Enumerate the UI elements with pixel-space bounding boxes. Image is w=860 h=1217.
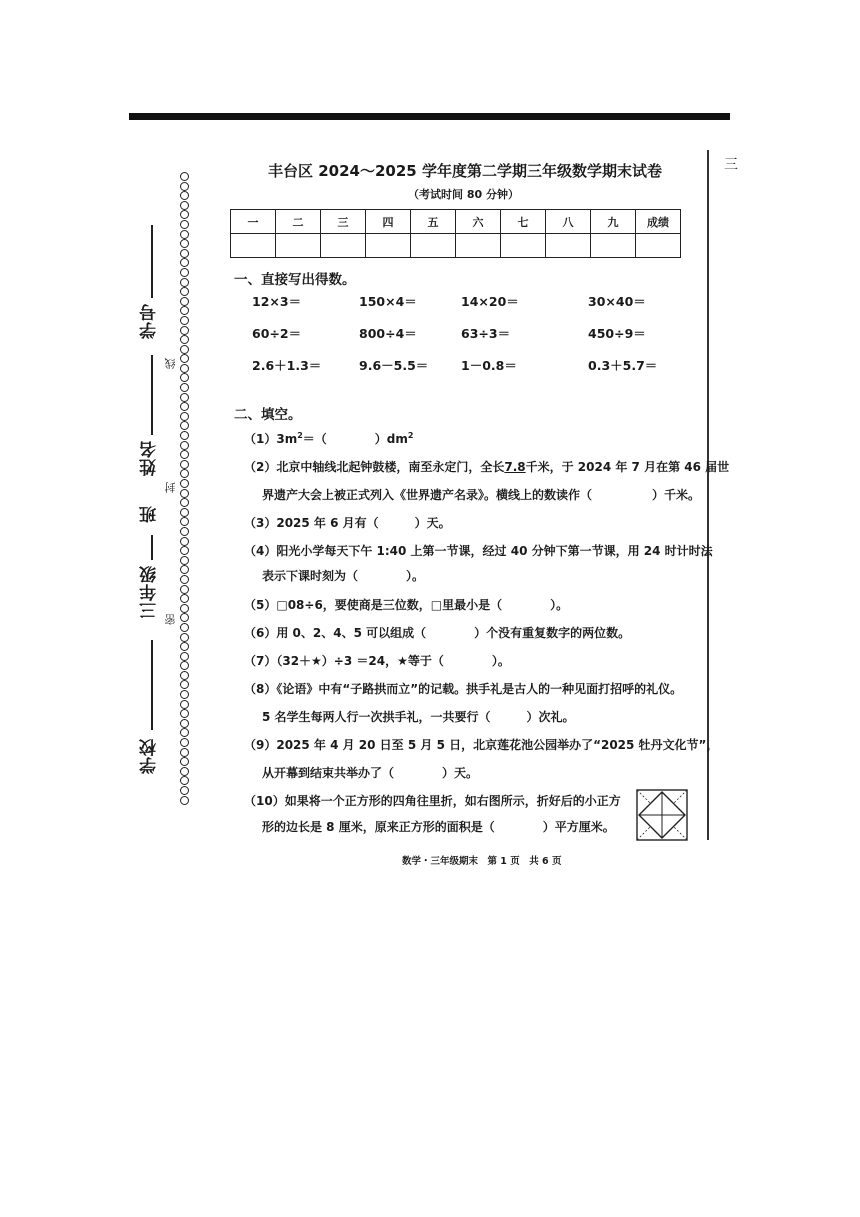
binding-circle bbox=[180, 661, 189, 670]
binding-circle bbox=[180, 776, 189, 785]
binding-circle bbox=[180, 738, 189, 747]
calc-item: 150×4＝ bbox=[359, 294, 417, 309]
superscript-b: 2 bbox=[407, 431, 414, 440]
binding-circle bbox=[180, 210, 189, 219]
binding-circle bbox=[180, 527, 189, 536]
binding-circle bbox=[180, 690, 189, 699]
binding-circle bbox=[180, 565, 189, 574]
binding-circle bbox=[180, 431, 189, 440]
question-9-line2: 从开幕到结束共举办了（ ）天。 bbox=[262, 766, 479, 780]
binding-circle bbox=[180, 575, 189, 584]
binding-circle bbox=[180, 671, 189, 680]
exam-title: 丰台区 2024～2025 学年度第二学期三年级数学期末试卷 bbox=[268, 162, 662, 180]
calc-item: 63÷3＝ bbox=[461, 326, 511, 341]
calc-item: 800÷4＝ bbox=[359, 326, 417, 341]
binding-circle bbox=[180, 354, 189, 363]
score-cell[interactable] bbox=[321, 234, 366, 258]
calc-item: 1－0.8＝ bbox=[461, 358, 517, 373]
score-entry-row bbox=[231, 234, 681, 258]
binding-circle bbox=[180, 623, 189, 632]
binding-circle bbox=[180, 441, 189, 450]
corner-mark: 三 bbox=[724, 157, 738, 173]
score-header-row bbox=[231, 210, 681, 234]
student-id-label: 学号 bbox=[140, 303, 160, 339]
score-cell[interactable] bbox=[366, 234, 411, 258]
binding-circle bbox=[180, 393, 189, 402]
binding-circle bbox=[180, 537, 189, 546]
score-header: 一 bbox=[231, 210, 276, 234]
binding-circle bbox=[180, 230, 189, 239]
section2-title: 二、填空。 bbox=[234, 407, 302, 423]
question-10: （10）如果将一个正方形的四角往里折，如右图所示，折好后的小正方 bbox=[244, 794, 621, 808]
binding-circle bbox=[180, 306, 189, 315]
binding-circle bbox=[180, 748, 189, 757]
calc-item: 9.6－5.5＝ bbox=[359, 358, 429, 373]
binding-circle bbox=[180, 479, 189, 488]
seal-mark-feng: 封 bbox=[164, 482, 177, 493]
question-10-line2: 形的边长是 8 厘米，原来正方形的面积是（ ）平方厘米。 bbox=[262, 820, 615, 834]
binding-circle bbox=[180, 517, 189, 526]
question-6: （6）用 0、2、4、5 可以组成（ ）个没有重复数字的两位数。 bbox=[244, 626, 631, 640]
question-8: （8）《论语》中有“子路拱而立”的记载。拱手礼是古人的一种见面打招呼的礼仪。 bbox=[244, 682, 683, 696]
binding-circle bbox=[180, 652, 189, 661]
score-header: 七 bbox=[501, 210, 546, 234]
score-header: 九 bbox=[591, 210, 636, 234]
score-header: 成绩 bbox=[636, 210, 681, 234]
q1-text-b: ＝（ ）dm bbox=[302, 432, 408, 446]
calc-item: 60÷2＝ bbox=[252, 326, 302, 341]
calc-item: 2.6＋1.3＝ bbox=[252, 358, 322, 373]
binding-circle bbox=[180, 402, 189, 411]
binding-circle bbox=[180, 796, 189, 805]
binding-circle bbox=[180, 316, 189, 325]
question-9: （9）2025 年 4 月 20 日至 5 月 5 日，北京莲花池公园举办了“2025 牡丹文化节”， bbox=[244, 738, 719, 752]
grade-blank-line bbox=[151, 535, 153, 560]
question-3: （3）2025 年 6 月有（ ）天。 bbox=[244, 516, 451, 530]
binding-circle bbox=[180, 700, 189, 709]
grade-label: 三年级 bbox=[140, 565, 160, 619]
binding-circle bbox=[180, 278, 189, 287]
binding-circle bbox=[180, 421, 189, 430]
binding-circle bbox=[180, 326, 189, 335]
binding-circle bbox=[180, 450, 189, 459]
question-4: （4）阳光小学每天下午 1:40 上第一节课，经过 40 分钟下第一节课，用 24 时计时法 bbox=[244, 544, 713, 558]
score-cell[interactable] bbox=[636, 234, 681, 258]
page-footer: 数学・三年级期末 第 1 页 共 6 页 bbox=[402, 856, 562, 867]
q2-text-b: 千米，于 2024 年 7 月在第 46 届世 bbox=[525, 460, 730, 474]
school-label: 学校 bbox=[140, 738, 160, 774]
score-table bbox=[230, 209, 681, 258]
binding-circle bbox=[180, 268, 189, 277]
seal-mark-mi: 密 bbox=[164, 614, 177, 625]
score-header: 八 bbox=[546, 210, 591, 234]
binding-circle bbox=[180, 345, 189, 354]
question-1 bbox=[244, 430, 413, 447]
calc-item: 30×40＝ bbox=[588, 294, 646, 309]
score-cell[interactable] bbox=[231, 234, 276, 258]
binding-circle bbox=[180, 767, 189, 776]
binding-circle bbox=[180, 556, 189, 565]
binding-circle bbox=[180, 546, 189, 555]
binding-circle bbox=[180, 191, 189, 200]
score-cell[interactable] bbox=[276, 234, 321, 258]
binding-circle bbox=[180, 728, 189, 737]
exam-subtitle: （考试时间 80 分钟） bbox=[408, 188, 519, 201]
binding-circle bbox=[180, 709, 189, 718]
binding-circle bbox=[180, 258, 189, 267]
top-rule bbox=[129, 113, 730, 120]
calc-item: 450÷9＝ bbox=[588, 326, 646, 341]
binding-circle bbox=[180, 412, 189, 421]
calc-item: 0.3＋5.7＝ bbox=[588, 358, 658, 373]
binding-circle bbox=[180, 786, 189, 795]
binding-circle bbox=[180, 383, 189, 392]
question-8-line2: 5 名学生每两人行一次拱手礼，一共要行（ ）次礼。 bbox=[262, 710, 575, 724]
id-blank-line bbox=[151, 225, 153, 298]
binding-circle bbox=[180, 373, 189, 382]
binding-circle bbox=[180, 220, 189, 229]
binding-circle bbox=[180, 613, 189, 622]
q2-text-a: （2）北京中轴线北起钟鼓楼，南至永定门，全长 bbox=[244, 460, 505, 474]
calc-item: 12×3＝ bbox=[252, 294, 302, 309]
q1-text-a: （1）3m bbox=[244, 432, 298, 446]
binding-circle bbox=[180, 249, 189, 258]
question-7: （7）（32＋★）÷3 ＝24，★等于（ ）。 bbox=[244, 654, 510, 668]
calc-item: 14×20＝ bbox=[461, 294, 519, 309]
name-label: 姓名 bbox=[140, 440, 160, 476]
binding-circle bbox=[180, 594, 189, 603]
binding-circle bbox=[180, 469, 189, 478]
class-label: 班 bbox=[140, 505, 160, 523]
score-header: 五 bbox=[411, 210, 456, 234]
binding-circle bbox=[180, 508, 189, 517]
score-header: 三 bbox=[321, 210, 366, 234]
score-cell[interactable] bbox=[501, 234, 546, 258]
binding-circle bbox=[180, 172, 189, 181]
binding-circle bbox=[180, 460, 189, 469]
question-5: （5）□08÷6，要使商是三位数，□里最小是（ ）。 bbox=[244, 598, 569, 612]
binding-circle bbox=[180, 633, 189, 642]
binding-circle bbox=[180, 201, 189, 210]
binding-circle bbox=[180, 642, 189, 651]
binding-circle bbox=[180, 335, 189, 344]
school-blank-line bbox=[151, 640, 153, 730]
seal-mark-xian: 线 bbox=[164, 358, 177, 369]
binding-circle bbox=[180, 297, 189, 306]
score-cell[interactable] bbox=[411, 234, 456, 258]
binding-circle bbox=[180, 757, 189, 766]
binding-circle bbox=[180, 364, 189, 373]
binding-circle bbox=[180, 585, 189, 594]
binding-circle bbox=[180, 287, 189, 296]
binding-circle bbox=[180, 680, 189, 689]
score-header: 二 bbox=[276, 210, 321, 234]
binding-circle bbox=[180, 239, 189, 248]
binding-circles bbox=[179, 172, 193, 822]
question-4-line2: 表示下课时刻为（ ）。 bbox=[262, 569, 425, 583]
score-header: 四 bbox=[366, 210, 411, 234]
binding-circle bbox=[180, 182, 189, 191]
binding-circle bbox=[180, 604, 189, 613]
binding-circle bbox=[180, 498, 189, 507]
question-2 bbox=[244, 458, 729, 475]
folded-square-figure bbox=[636, 789, 688, 841]
superscript-a: 2 bbox=[297, 431, 303, 440]
question-2-line2: 界遗产大会上被正式列入《世界遗产名录》。横线上的数读作（ ）千米。 bbox=[262, 488, 701, 502]
name-blank-line bbox=[151, 355, 153, 435]
score-header: 六 bbox=[456, 210, 501, 234]
binding-circle bbox=[180, 719, 189, 728]
score-cell[interactable] bbox=[591, 234, 636, 258]
section1-title: 一、直接写出得数。 bbox=[234, 272, 356, 288]
binding-circle bbox=[180, 489, 189, 498]
score-cell[interactable] bbox=[456, 234, 501, 258]
score-cell[interactable] bbox=[546, 234, 591, 258]
underlined-number: 7.8 bbox=[504, 460, 526, 474]
